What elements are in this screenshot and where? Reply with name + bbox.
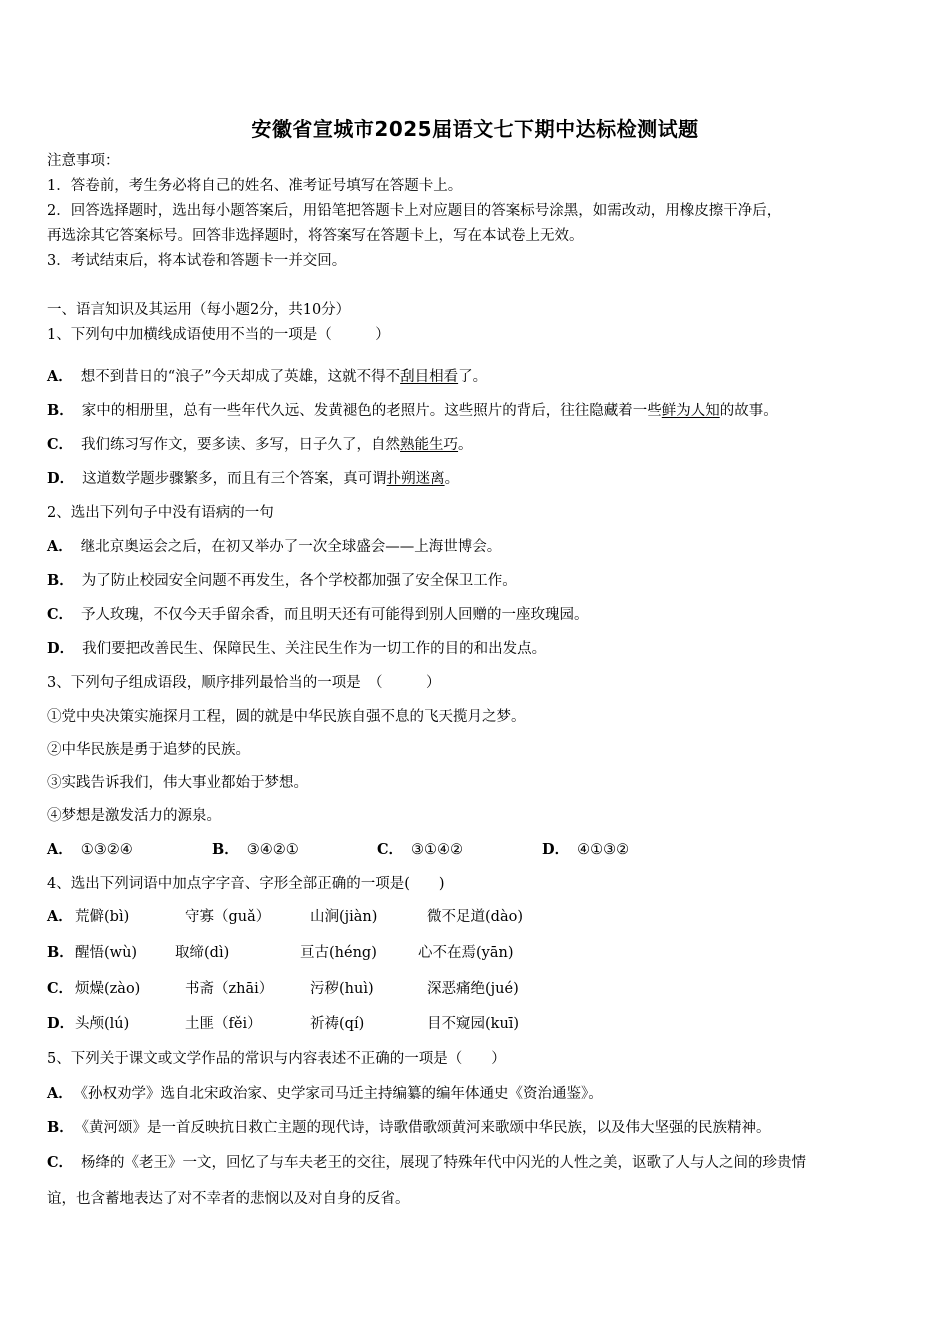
q4-word: 醒悟(wù)	[75, 945, 138, 961]
q3-choice-a	[47, 840, 133, 860]
q4-word: 书斋（zhāi）	[185, 981, 274, 997]
notice-item-2: 2．回答选择题时，选出每小题答案后，用铅笔把答题卡上对应题目的答案标号涂黑，如需改动，用橡皮擦干净后，	[47, 203, 782, 219]
q4-word: 头颅(lú)	[75, 1016, 130, 1032]
q5-option-a	[47, 1084, 603, 1104]
q3-sentence-4: ④梦想是激发活力的源泉。	[47, 808, 221, 824]
q4-word: 污秽(huì)	[310, 981, 374, 997]
q2-option-b	[47, 571, 517, 591]
q2-option-c	[47, 605, 589, 625]
q4-word: 深恶痛绝(jué)	[427, 981, 519, 997]
q4-word: 祈祷(qí)	[310, 1016, 365, 1032]
option-label: C．	[47, 980, 74, 997]
q3-sentence-1: ①党中央决策实施探月工程，圆的就是中华民族自强不息的飞天揽月之梦。	[47, 709, 526, 725]
option-label: C．	[47, 606, 74, 623]
option-text: 。	[458, 437, 473, 453]
q4-stem: 4、选出下列词语中加点字字音、字形全部正确的一项是( )	[47, 876, 445, 892]
option-label: A．	[47, 368, 73, 385]
option-label: B．	[47, 944, 74, 961]
option-label: A．	[47, 908, 73, 925]
underlined-idiom: 鲜为人知	[661, 403, 720, 419]
option-label: A．	[47, 841, 73, 858]
option-label: B．	[47, 1119, 74, 1136]
q4-word: 微不足道(dào)	[427, 909, 523, 925]
option-label: B．	[47, 572, 74, 589]
q3-sentence-2: ②中华民族是勇于追梦的民族。	[47, 742, 250, 758]
option-text: 想不到昔日的“浪子”今天却成了英雄，这就不得不	[80, 369, 401, 385]
q5-stem: 5、下列关于课文或文学作品的常识与内容表述不正确的一项是（ ）	[47, 1051, 506, 1067]
notice-item-2-cont: 再选涂其它答案标号。回答非选择题时，将答案写在答题卡上，写在本试卷上无效。	[47, 228, 584, 244]
q3-choice-d	[542, 840, 629, 860]
option-label: D．	[47, 470, 75, 487]
notice-item-3: 3．考试结束后，将本试卷和答题卡一并交回。	[47, 253, 347, 269]
option-text: ④①③②	[577, 842, 630, 858]
option-text: ③①④②	[411, 842, 464, 858]
q4-word: 烦燥(zào)	[75, 981, 141, 997]
section-heading: 一、语言知识及其运用（每小题2分，共10分）	[47, 302, 351, 318]
option-text: 的故事。	[719, 403, 778, 419]
q4-word: 山涧(jiàn)	[310, 909, 378, 925]
q4-word: 土匪（fěi）	[185, 1016, 262, 1032]
q2-option-d	[47, 639, 546, 659]
option-text: 予人玫瑰，不仅今天手留余香，而且明天还有可能得到别人回赠的一座玫瑰园。	[81, 607, 589, 623]
option-label: D．	[542, 841, 570, 858]
option-label: A．	[47, 538, 73, 555]
q4-word: 取缔(dì)	[175, 945, 230, 961]
option-label: D．	[47, 1015, 75, 1032]
option-text: 我们练习写作文，要多读、多写，日子久了，自然	[81, 437, 401, 453]
q3-choice-b	[212, 840, 299, 860]
option-text: 《孙权劝学》选自北宋政治家、史学家司马迁主持编纂的编年体通史《资治通鉴》。	[80, 1086, 603, 1102]
option-text: ①③②④	[80, 842, 133, 858]
option-label: C．	[47, 1154, 74, 1171]
notice-heading: 注意事项：	[47, 153, 120, 169]
q1-stem: 1、下列句中加横线成语使用不当的一项是（ ）	[47, 327, 390, 343]
q4-word: 目不窥园(kuī)	[427, 1016, 520, 1032]
option-text: 继北京奥运会之后，在初又举办了一次全球盛会——上海世博会。	[80, 539, 502, 555]
underlined-idiom: 扑朔迷离	[386, 471, 445, 487]
q4-word: 守寡（guǎ）	[185, 909, 271, 925]
q5-option-c	[47, 1153, 806, 1173]
option-text: 我们要把改善民生、保障民生、关注民生作为一切工作的目的和出发点。	[82, 641, 547, 657]
option-text: 为了防止校园安全问题不再发生，各个学校都加强了安全保卫工作。	[81, 573, 517, 589]
option-label: B．	[47, 402, 74, 419]
q4-word: 荒僻(bì)	[75, 909, 130, 925]
q3-choice-c	[377, 840, 463, 860]
notice-item-1: 1．答卷前，考生务必将自己的姓名、准考证号填写在答题卡上。	[47, 178, 463, 194]
q5-option-c-cont: 谊，也含蓄地表达了对不幸者的悲悯以及对自身的反省。	[47, 1191, 410, 1207]
underlined-idiom: 刮目相看	[400, 369, 459, 385]
q3-stem: 3、下列句子组成语段，顺序排列最恰当的一项是 （ ）	[47, 675, 441, 691]
q1-option-a	[47, 367, 487, 387]
q1-option-b	[47, 401, 778, 421]
option-text: 家中的相册里，总有一些年代久远、发黄褪色的老照片。这些照片的背后，往往隐藏着一些	[81, 403, 662, 419]
option-text: 《黄河颂》是一首反映抗日救亡主题的现代诗，诗歌借歌颂黄河来歌颂中华民族，以及伟大坚强的民族精神。	[81, 1120, 771, 1136]
option-text: 杨绛的《老王》一文，回忆了与车夫老王的交往，展现了特殊年代中闪光的人性之美，讴歌了人与人之间的珍贵情	[81, 1155, 807, 1171]
option-text: ③④②①	[246, 842, 299, 858]
option-text: 了。	[458, 369, 488, 385]
option-text: 这道数学题步骤繁多，而且有三个答案，真可谓	[82, 471, 387, 487]
option-text: 。	[444, 471, 460, 487]
q1-option-c	[47, 435, 473, 455]
q2-stem: 2、选出下列句子中没有语病的一句	[47, 505, 274, 521]
option-label: C．	[47, 436, 74, 453]
underlined-idiom: 熟能生巧	[400, 437, 459, 453]
q1-option-d	[47, 469, 459, 489]
q2-option-a	[47, 537, 501, 557]
q4-word: 心不在焉(yān)	[418, 945, 514, 961]
option-label: C．	[377, 841, 404, 858]
q4-word: 亘古(héng)	[300, 945, 377, 961]
option-label: B．	[212, 841, 239, 858]
option-label: A．	[47, 1085, 73, 1102]
q3-sentence-3: ③实践告诉我们，伟大事业都始于梦想。	[47, 775, 308, 791]
q5-option-b	[47, 1118, 771, 1138]
option-label: D．	[47, 640, 75, 657]
exam-title: 安徽省宣城市2025届语文七下期中达标检测试题	[251, 117, 699, 141]
